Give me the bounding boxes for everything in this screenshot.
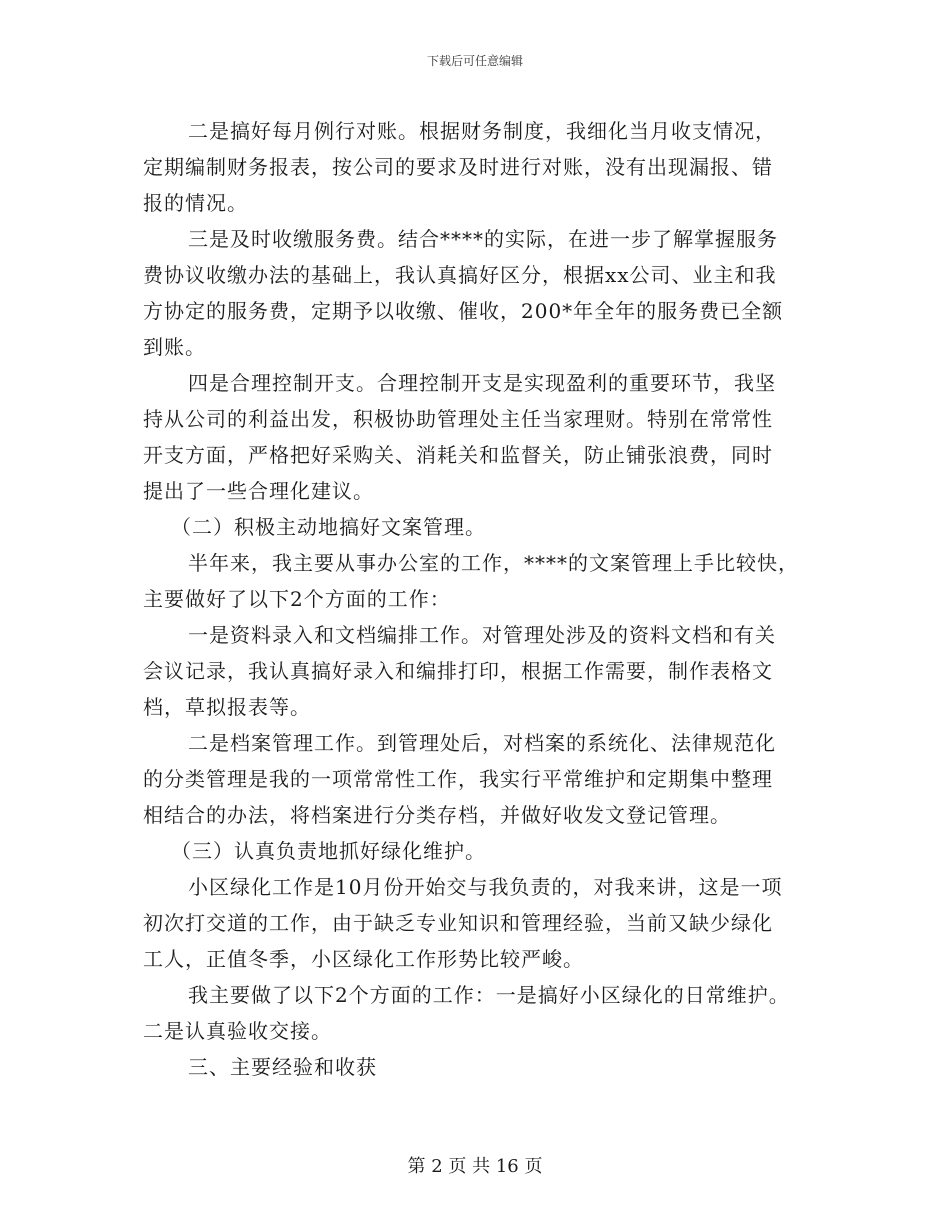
text-line: 一是资料录入和文档编排工作。对管理处涉及的资料文档和有关 bbox=[188, 623, 776, 647]
text-line: 二是认真验收交接。 bbox=[143, 1019, 332, 1043]
section-heading: （二）积极主动地搞好文案管理。 bbox=[171, 515, 486, 539]
text-line: 开支方面，严格把好采购关、消耗关和监督关，防止铺张浪费，同时 bbox=[143, 443, 773, 467]
text-line: 半年来，我主要从事办公室的工作，****的文案管理上手比较快， bbox=[188, 551, 799, 575]
text-line: 报的情况。 bbox=[143, 191, 248, 215]
page-header-note: 下载后可任意编辑 bbox=[426, 54, 523, 68]
text-line: 到账。 bbox=[143, 335, 206, 359]
text-line: 定期编制财务报表，按公司的要求及时进行对账，没有出现漏报、错 bbox=[143, 155, 773, 179]
text-line: 的分类管理是我的一项常常性工作，我实行平常维护和定期集中整理 bbox=[143, 767, 773, 791]
text-line: 二是搞好每月例行对账。根据财务制度，我细化当月收支情况， bbox=[188, 119, 776, 143]
text-line: 方协定的服务费，定期予以收缴、催收，200*年全年的服务费已全额 bbox=[143, 299, 784, 323]
text-line: 二是档案管理工作。到管理处后，对档案的系统化、法律规范化 bbox=[188, 731, 776, 755]
text-line: 相结合的办法，将档案进行分类存档，并做好收发文登记管理。 bbox=[143, 803, 731, 827]
text-line: 小区绿化工作是10月份开始交与我负责的，对我来讲，这是一项 bbox=[188, 875, 783, 899]
section-heading: （三）认真负责地抓好绿化维护。 bbox=[171, 839, 486, 863]
document-body bbox=[143, 113, 808, 1085]
text-line: 我主要做了以下2个方面的工作：一是搞好小区绿化的日常维护。 bbox=[188, 983, 790, 1007]
text-line: 三是及时收缴服务费。结合****的实际，在进一步了解掌握服务 bbox=[188, 227, 778, 251]
text-line: 费协议收缴办法的基础上，我认真搞好区分，根据xx公司、业主和我 bbox=[143, 263, 777, 287]
text-line: 持从公司的利益出发，积极协助管理处主任当家理财。特别在常常性 bbox=[143, 407, 773, 431]
section-heading: 三、主要经验和收获 bbox=[188, 1055, 377, 1079]
text-line: 主要做好了以下2个方面的工作： bbox=[143, 587, 451, 611]
page-number: 第 2 页 共 16 页 bbox=[407, 1156, 543, 1177]
text-line: 档，草拟报表等。 bbox=[143, 695, 311, 719]
text-line: 提出了一些合理化建议。 bbox=[143, 479, 374, 503]
text-line: 初次打交道的工作，由于缺乏专业知识和管理经验，当前又缺少绿化 bbox=[143, 911, 773, 935]
text-line: 会议记录，我认真搞好录入和编排打印，根据工作需要，制作表格文 bbox=[143, 659, 773, 683]
text-line: 四是合理控制开支。合理控制开支是实现盈利的重要环节，我坚 bbox=[188, 371, 776, 395]
text-line: 工人，正值冬季，小区绿化工作形势比较严峻。 bbox=[143, 947, 584, 971]
